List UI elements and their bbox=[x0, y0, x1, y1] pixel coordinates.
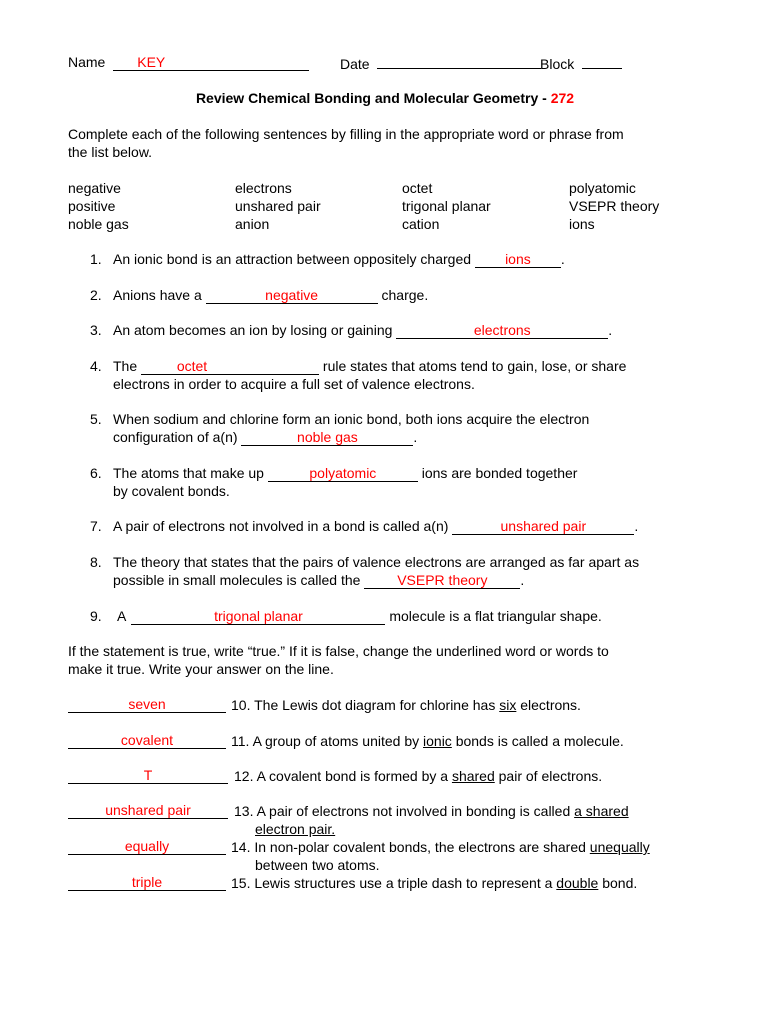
answer-text: ions bbox=[505, 251, 531, 267]
question-text-line-2: between two atoms. bbox=[255, 857, 380, 873]
word-bank-item: octet bbox=[402, 180, 433, 196]
question-text-end: molecule is a flat triangular shape. bbox=[385, 608, 602, 624]
answer-text: noble gas bbox=[297, 429, 358, 445]
answer-text: unshared pair bbox=[500, 518, 587, 534]
title-text: Review Chemical Bonding and Molecular Geometry - bbox=[195, 90, 551, 106]
answer-blank[interactable] bbox=[396, 323, 608, 339]
question-text: A pair of electrons not involved in a bond is called a(n) bbox=[113, 518, 453, 534]
question-number: 1. bbox=[90, 251, 102, 267]
name-label: Name bbox=[68, 54, 106, 70]
question-text-end: electrons. bbox=[516, 697, 581, 713]
name-field[interactable] bbox=[113, 55, 309, 71]
word-bank-item: electrons bbox=[235, 180, 292, 196]
word-bank-item: cation bbox=[402, 216, 440, 232]
word-bank-item: ions bbox=[569, 216, 595, 232]
question-text-end: rule states that atoms tend to gain, lose, or share bbox=[319, 358, 627, 374]
date-label: Date bbox=[340, 56, 370, 72]
answer-text: octet bbox=[176, 358, 208, 374]
block-field[interactable] bbox=[582, 53, 622, 69]
instructions-1-line-1: Complete each of the following sentences by filling in the appropriate word or phrase from bbox=[68, 126, 624, 142]
question-text: The Lewis dot diagram for chlorine has bbox=[254, 697, 500, 713]
answer-blank[interactable] bbox=[131, 609, 385, 625]
word-bank-item: trigonal planar bbox=[402, 198, 491, 214]
question-text-line-2: possible in small molecules is called the bbox=[113, 572, 365, 588]
answer-text: electrons bbox=[473, 322, 531, 338]
answer-text: T bbox=[143, 767, 153, 783]
answer-text: equally bbox=[124, 838, 170, 854]
title-number: 272 bbox=[550, 90, 575, 106]
answer-text: seven bbox=[128, 696, 166, 712]
question-number: 14. bbox=[231, 839, 251, 855]
word-bank-col-2 bbox=[235, 179, 321, 233]
question-number: 5. bbox=[90, 411, 102, 427]
word-bank-item: negative bbox=[68, 180, 121, 196]
question-number: 15. bbox=[231, 875, 251, 891]
answer-blank[interactable] bbox=[68, 697, 226, 713]
question-text-line-2: electrons in order to acquire a full set of valence electrons. bbox=[113, 376, 475, 392]
underlined-word: ionic bbox=[423, 733, 452, 749]
question-number: 10. bbox=[231, 697, 251, 713]
instructions-2-line-2: make it true. Write your answer on the line. bbox=[68, 661, 334, 677]
question-text: An ionic bond is an attraction between oppositely charged bbox=[113, 251, 475, 267]
underlined-word: a shared bbox=[574, 803, 629, 819]
word-bank-col-1 bbox=[68, 179, 129, 233]
question-text: In non-polar covalent bonds, the electrons are shared bbox=[254, 839, 590, 855]
instructions-1-line-2: the list below. bbox=[68, 144, 153, 160]
question-number: 4. bbox=[90, 358, 102, 374]
answer-text: triple bbox=[131, 874, 163, 890]
question-number: 11. bbox=[231, 733, 250, 749]
question-number: 6. bbox=[90, 465, 102, 481]
answer-blank[interactable] bbox=[68, 839, 226, 855]
word-bank-item: unshared pair bbox=[235, 198, 321, 214]
question-text-end: bonds is called a molecule. bbox=[451, 733, 624, 749]
answer-blank[interactable] bbox=[68, 733, 226, 749]
answer-text: VSEPR theory bbox=[397, 572, 488, 588]
question-number: 7. bbox=[90, 518, 102, 534]
answer-blank[interactable] bbox=[68, 803, 228, 819]
question-text-line-2: by covalent bonds. bbox=[113, 483, 230, 499]
question-text: An atom becomes an ion by losing or gaining bbox=[113, 322, 397, 338]
question-text-end: pair of electrons. bbox=[494, 768, 603, 784]
question-number: 12. bbox=[234, 768, 254, 784]
answer-blank[interactable] bbox=[141, 359, 319, 375]
question-text: A pair of electrons not involved in bonding is called bbox=[256, 803, 575, 819]
question-text-line-2: configuration of a(n) bbox=[113, 429, 242, 445]
question-text: The atoms that make up bbox=[113, 465, 268, 481]
answer-blank[interactable] bbox=[364, 573, 520, 589]
word-bank-item: anion bbox=[235, 216, 270, 232]
answer-text: trigonal planar bbox=[214, 608, 303, 624]
instructions-2-line-1: If the statement is true, write “true.” If it is false, change the underlined word or words to bbox=[68, 643, 609, 659]
page-title bbox=[0, 89, 770, 107]
question-text-end: . bbox=[634, 518, 639, 534]
question-text: A covalent bond is formed by a bbox=[256, 768, 452, 784]
question-text-end: ions are bonded together bbox=[417, 465, 578, 481]
block-row bbox=[540, 53, 622, 73]
word-bank-item: positive bbox=[68, 198, 116, 214]
answer-blank[interactable] bbox=[206, 288, 378, 304]
question-number: 8. bbox=[90, 554, 102, 570]
question-text-end: . bbox=[560, 251, 565, 267]
answer-text: negative bbox=[265, 287, 319, 303]
question-text: When sodium and chlorine form an ionic bond, both ions acquire the electron bbox=[113, 411, 590, 427]
answer-blank[interactable] bbox=[241, 430, 413, 446]
underlined-word: shared bbox=[451, 768, 495, 784]
answer-text: unshared pair bbox=[105, 802, 191, 818]
underlined-word-line-2: electron pair. bbox=[255, 821, 336, 837]
question-text: A bbox=[117, 608, 130, 624]
word-bank-item: noble gas bbox=[68, 216, 129, 232]
date-field[interactable] bbox=[377, 53, 541, 69]
underlined-word: double bbox=[556, 875, 599, 891]
answer-text: covalent bbox=[120, 732, 174, 748]
answer-blank[interactable] bbox=[68, 768, 228, 784]
question-text-end: bond. bbox=[598, 875, 638, 891]
word-bank-item: polyatomic bbox=[569, 180, 636, 196]
word-bank-col-3 bbox=[402, 179, 491, 233]
name-row bbox=[68, 53, 309, 71]
answer-blank[interactable] bbox=[268, 466, 418, 482]
question-text: The theory that states that the pairs of valence electrons are arranged as far apart as bbox=[113, 554, 640, 570]
answer-blank[interactable] bbox=[475, 252, 561, 268]
question-text: Anions have a bbox=[113, 287, 206, 303]
answer-blank[interactable] bbox=[68, 875, 226, 891]
question-text-end: . bbox=[413, 429, 418, 445]
question-number: 2. bbox=[90, 287, 102, 303]
question-text: The bbox=[113, 358, 142, 374]
question-number: 3. bbox=[90, 322, 102, 338]
answer-blank[interactable] bbox=[452, 519, 634, 535]
underlined-word: unequally bbox=[589, 839, 650, 855]
date-row bbox=[340, 53, 541, 73]
question-text: Lewis structures use a triple dash to represent a bbox=[254, 875, 557, 891]
question-text-end: charge. bbox=[377, 287, 429, 303]
answer-text: polyatomic bbox=[309, 465, 377, 481]
question-text-end: . bbox=[520, 572, 525, 588]
block-label: Block bbox=[540, 56, 575, 72]
word-bank-col-4 bbox=[569, 179, 659, 233]
name-answer: KEY bbox=[137, 54, 166, 70]
question-number: 9. bbox=[90, 608, 102, 624]
question-number: 13. bbox=[234, 803, 254, 819]
question-text: A group of atoms united by bbox=[252, 733, 424, 749]
underlined-word: six bbox=[499, 697, 517, 713]
question-text-end: . bbox=[608, 322, 613, 338]
word-bank-item: VSEPR theory bbox=[569, 198, 660, 214]
